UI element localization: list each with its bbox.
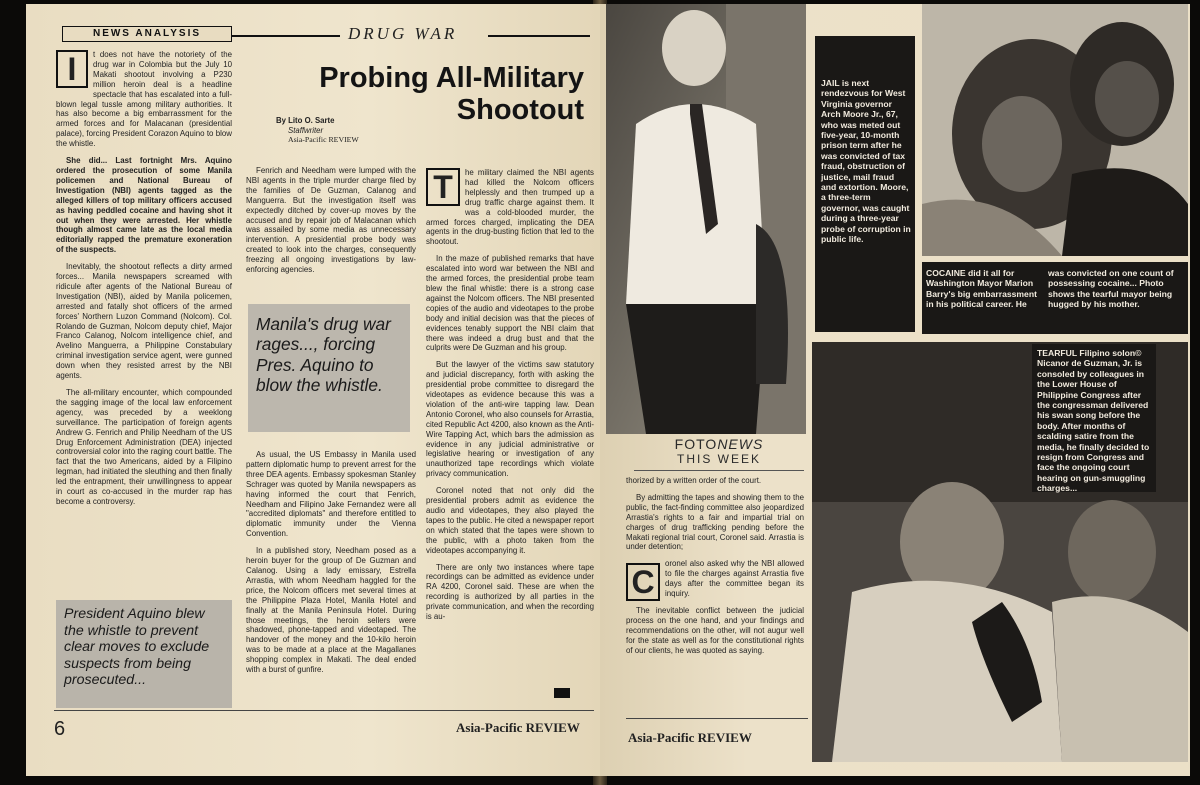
rule-line: [488, 35, 590, 37]
caption-tearful: [1032, 344, 1156, 492]
paragraph: But the lawyer of the victims saw statutory and judicial discrepancy, forth with asking the presidential probe committee to disregard the videotapes as evidence because this was a violation of the anti-wire tapping law. Dean Antonio Coronel, who also counsels for Arrastia, cited Republic Act 4200, also known as the Anti-Wire Tapping Act, which bars the admission as evidence in any judicial administrative or legislative hearing or investigation of any unauthorized tape recordings which violate privacy communication.: [426, 360, 594, 479]
paragraph: Coronel noted that not only did the presidential probers admit as evidence the audio and videotapes, they also played the tapes to the public. He cited a newspaper report on which stated that the tapes were shown to the public, with a photo taken from the videotapes accompanying it.: [426, 486, 594, 555]
caption-tearful-text: TEARFUL Filipino solon© Nicanor de Guzman, Jr. is consoled by colleagues in the Lower House of Philippine Congress after the congressman delivered his swan song before the body. After months of scalding satire from the media, he finally decided to resign from Congress and face the ongoing court hearing on gun-smuggling charges...: [1037, 348, 1150, 494]
column-3: [426, 168, 594, 629]
page-number: 6: [54, 718, 66, 740]
dropcap: C: [626, 563, 660, 601]
byline-publication: Asia-Pacific REVIEW: [288, 135, 359, 145]
photo-arch-moore: [606, 4, 806, 434]
caption-jail: [815, 36, 915, 332]
paragraph: As usual, the US Embassy in Manila used pattern diplomatic hump to prevent arrest for the three DEA agents. Embassy spokesman Stanley Schrager was quoted by Manila newspapers as having informed the court that Fenrich, Needham and Filipino Jake Fernandez were all "accredited diplomats" and therefore entitled to diplomatic immunity under the Vienna Convention.: [246, 450, 416, 539]
byline-name: By Lito O. Sarte: [276, 116, 335, 125]
footer-publication: Asia-Pacific REVIEW: [628, 730, 752, 745]
byline: [276, 116, 416, 145]
column-2: [246, 166, 416, 282]
section-tag: [62, 26, 232, 42]
paragraph: The all-military encounter, which compounded the sagging image of the local law enforcement agency, was preceded by a weeklong surveillance. The participation of foreign agents Andrew G. Fenrich and Philip Needham of the US Drug Enforcement Administration (DEA) injected controversial color into the raging court battle. The fact that the two Americans, aided by a Filipino legman, had initiated the sleuthing and then finally led the entrapment, their unwillingness to appear in court as co-accused in the murder rap has become a controversy.: [56, 388, 232, 506]
photo-arch-moore-image: [606, 4, 806, 434]
this-week-label: THIS WEEK: [676, 452, 761, 466]
right-page: [600, 4, 1190, 776]
paragraph: In the maze of published remarks that have escalated into word war between the NBI and the armed forces, the presidential probe team blew the final whistle: there is a strong case against the Nolcom officers. The NBI presented copies of the audio and videotapes to the probe body and initial decision was that the pieces of evidences tenably support the NBI claim that there was indeed a drug bust and that the culprits were De Guzman and his group.: [426, 254, 594, 353]
paragraph: Fenrich and Needham were lumped with the NBI agents in the triple murder charge filed by the families of De Guzman, Calanog and Manguerra. But the investigation itself was expectedly ditched by cover-up moves by the accused and by repair job of Malacanan which was assailed by some media as unnecessary intervention. A presidential probe body was created to look into the charges, consequently freezing all ongoing investigations by law-enforcing agencies.: [246, 166, 416, 275]
dropcap: T: [426, 168, 460, 206]
foto-news-header: [634, 436, 804, 471]
caption-cocaine-col2: was convicted on one count of possessing cocaine... Photo shows the tearful mayor being hugged by his mother.: [1048, 268, 1174, 310]
end-mark: [554, 688, 570, 698]
column-1: [56, 50, 232, 514]
footer-rule: [54, 710, 594, 711]
paragraph: There are only two instances where tape recordings can be admitted as evidence under RA 4200, Coronel said. These are when the recording is authorized by all parties in the private communication, and when the recording is au-: [426, 562, 594, 622]
kicker: DRUG WAR: [348, 24, 458, 43]
byline-role: Staffwriter: [288, 125, 324, 135]
caption-cocaine-col1: COCAINE did it all for Washington Mayor Marion Barry's big embarrassment in his political career. He: [926, 268, 1037, 310]
pull-quote-text: Manila's drug war rages..., forcing Pres. Aquino to blow the whistle.: [256, 314, 391, 395]
paragraph: By admitting the tapes and showing them to the public, the fact-finding committee also jeopardized Arrastia's rights to a fair and impartial trial on charges of drug trafficking pending before the Makati regional trial court, Coronel said. Arrastia is under detention;: [626, 492, 804, 552]
paragraph: oronel also asked why the NBI allowed to file the charges against Arrastia five days after the committee began its inquiry.: [665, 559, 804, 599]
paragraph: The inevitable conflict between the judicial process on the one hand, and your findings and recommendations on the other, will not augur well for the state as well as for the constitutional rights of our clients, he was quoted as saying.: [626, 605, 804, 655]
pull-quote: [248, 304, 410, 432]
paragraph: Inevitably, the shootout reflects a dirty armed forces... Manila newspapers screamed with ridicule after agents of the National Bureau of Investigation (NBI), aided by Manila policemen, arrested and fatally shot officers of the armed forces' Northern Luzon Command (Nolcom). Col. Rolando de Guzman, Nolcom deputy chief, Major Franco Calanog, Nolcom intelligence chief, and Avelino Manguerra, a Philippine Constabulary criminal investigation service agent, were gunned down when they resisted arrest by the NBI agents.: [56, 262, 232, 381]
left-page: [26, 4, 600, 776]
paragraph: he military claimed the NBI agents had killed the Nolcom officers helplessly and then trumped up a drug traffic charge against them. It was a cold-blooded murder, the armed forces charged, implicating the DEA agents in the drug-busting fiction that led to the shootout.: [426, 168, 594, 247]
photo-marion-barry-image: [922, 4, 1188, 256]
footer-publication: Asia-Pacific REVIEW: [456, 720, 580, 735]
paragraph: thorized by a written order of the court.: [626, 476, 762, 485]
caption-cocaine: [922, 262, 1188, 334]
news-label: NEWS: [717, 436, 764, 452]
paragraph: t does not have the notoriety of the drug war in Colombia but the July 10 Makati shootout involving a P230 million heroin deal is a headline spectacle that has escalated into a full-blown legal tussle among military authorities. It has also become a big embarrassment for the armed forces and for Malacanan (presidential palace), forcing President Corazon Aquino to blow the whistle.: [56, 50, 232, 149]
photo-marion-barry: [922, 4, 1188, 256]
rule-line: [232, 35, 340, 37]
headline-line: Shootout: [456, 94, 584, 126]
headline-line: Probing All-Military: [319, 62, 584, 94]
pull-quote-text: President Aquino blew the whistle to prevent clear moves to exclude suspects from being prosecuted...: [64, 606, 210, 689]
paragraph: She did... Last fortnight Mrs. Aquino ordered the prosecution of some Manila policemen and National Bureau of Investigation (NBI) agents tagged as the alleged killers of top military officers accused as having peddled cocaine and having shot it out when they were arrested. Her whistle though almost came late as the local media editorially rapped the premature exoneration of the suspects.: [56, 156, 232, 255]
pull-quote: [56, 600, 232, 708]
caption-jail-text: JAIL is next rendezvous for West Virginia governor Arch Moore Jr., 67, who was meted out five-year, 10-month prison term after he was convicted of tax fraud, obstruction of justice, mail fraud and extortion. Moore, a three-term governor, was caught during a three-year probe of corruption in public life.: [821, 78, 911, 245]
dropcap: I: [56, 50, 88, 88]
article-continuation: [626, 476, 804, 663]
column-2-continued: [246, 450, 416, 682]
foto-label: FOTO: [674, 436, 718, 452]
paragraph: In a published story, Needham posed as a heroin buyer for the group of De Guzman and Calanog. Using a lady emissary, Estrella Arrastia, with whom Needham haggled for the price, the Nolcom officers met several times at the Philippine Plaza Hotel, Manila Hotel and finally at the Manila Peninsula Hotel. During those meetings, the heroin sellers were shadowed, phone-tapped and videotaped. The handover of the money and the 10-kilo heroin was to be made at a place at the Magallanes shopping complex in Makati. The deal ended with a burst of gunfire.: [246, 546, 416, 675]
section-tag-label: NEWS ANALYSIS: [92, 28, 202, 39]
footer-rule: [626, 718, 808, 719]
